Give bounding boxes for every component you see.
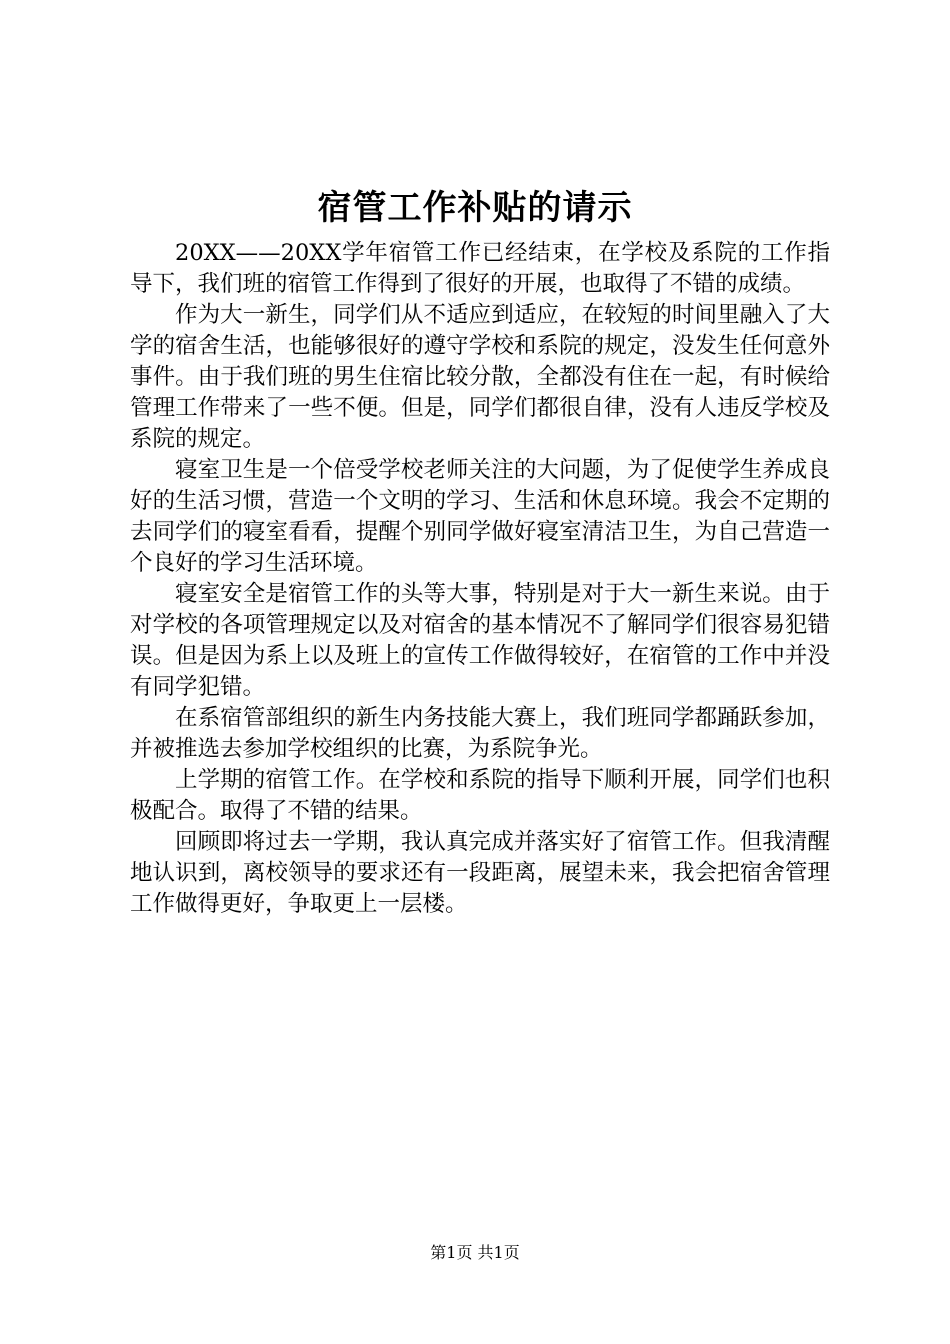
page-title: 宿管工作补贴的请示 <box>317 188 633 228</box>
paragraph: 寝室卫生是一个倍受学校老师关注的大问题，为了促使学生养成良好的生活习惯，营造一个文明的学习、生活和休息环境。我会不定期的去同学们的寝室看看，提醒个别同学做好寝室清洁卫生，为自己营造一个良好的学习生活环境。 <box>130 457 830 576</box>
paragraph: 作为大一新生，同学们从不适应到适应，在较短的时间里融入了大学的宿舍生活，也能够很好的遵守学校和系院的规定，没发生任何意外事件。由于我们班的男生住宿比较分散，全都没有住在一起，有时候给管理工作带来了一些不便。但是，同学们都很自律，没有人违反学校及系院的规定。 <box>130 302 830 452</box>
paragraph: 20XX——20XX学年宿管工作已经结束，在学校及系院的工作指导下，我们班的宿管工作得到了很好的开展，也取得了不错的成绩。 <box>130 240 830 297</box>
page-footer: 第1页 共1页 <box>430 1243 520 1262</box>
paragraph: 回顾即将过去一学期，我认真完成并落实好了宿管工作。但我清醒地认识到，离校领导的要求还有一段距离，展望未来，我会把宿舍管理工作做得更好，争取更上一层楼。 <box>130 829 830 917</box>
paragraph: 上学期的宿管工作。在学校和系院的指导下顺利开展，同学们也积极配合。取得了不错的结果。 <box>130 767 830 824</box>
document-body <box>130 238 830 920</box>
paragraph: 寝室安全是宿管工作的头等大事，特别是对于大一新生来说。由于对学校的各项管理规定以及对宿舍的基本情况不了解同学们很容易犯错误。但是因为系上以及班上的宣传工作做得较好，在宿管的工作中并没有同学犯错。 <box>130 581 830 700</box>
paragraph: 在系宿管部组织的新生内务技能大赛上，我们班同学都踊跃参加，并被推选去参加学校组织的比赛，为系院争光。 <box>130 705 830 762</box>
